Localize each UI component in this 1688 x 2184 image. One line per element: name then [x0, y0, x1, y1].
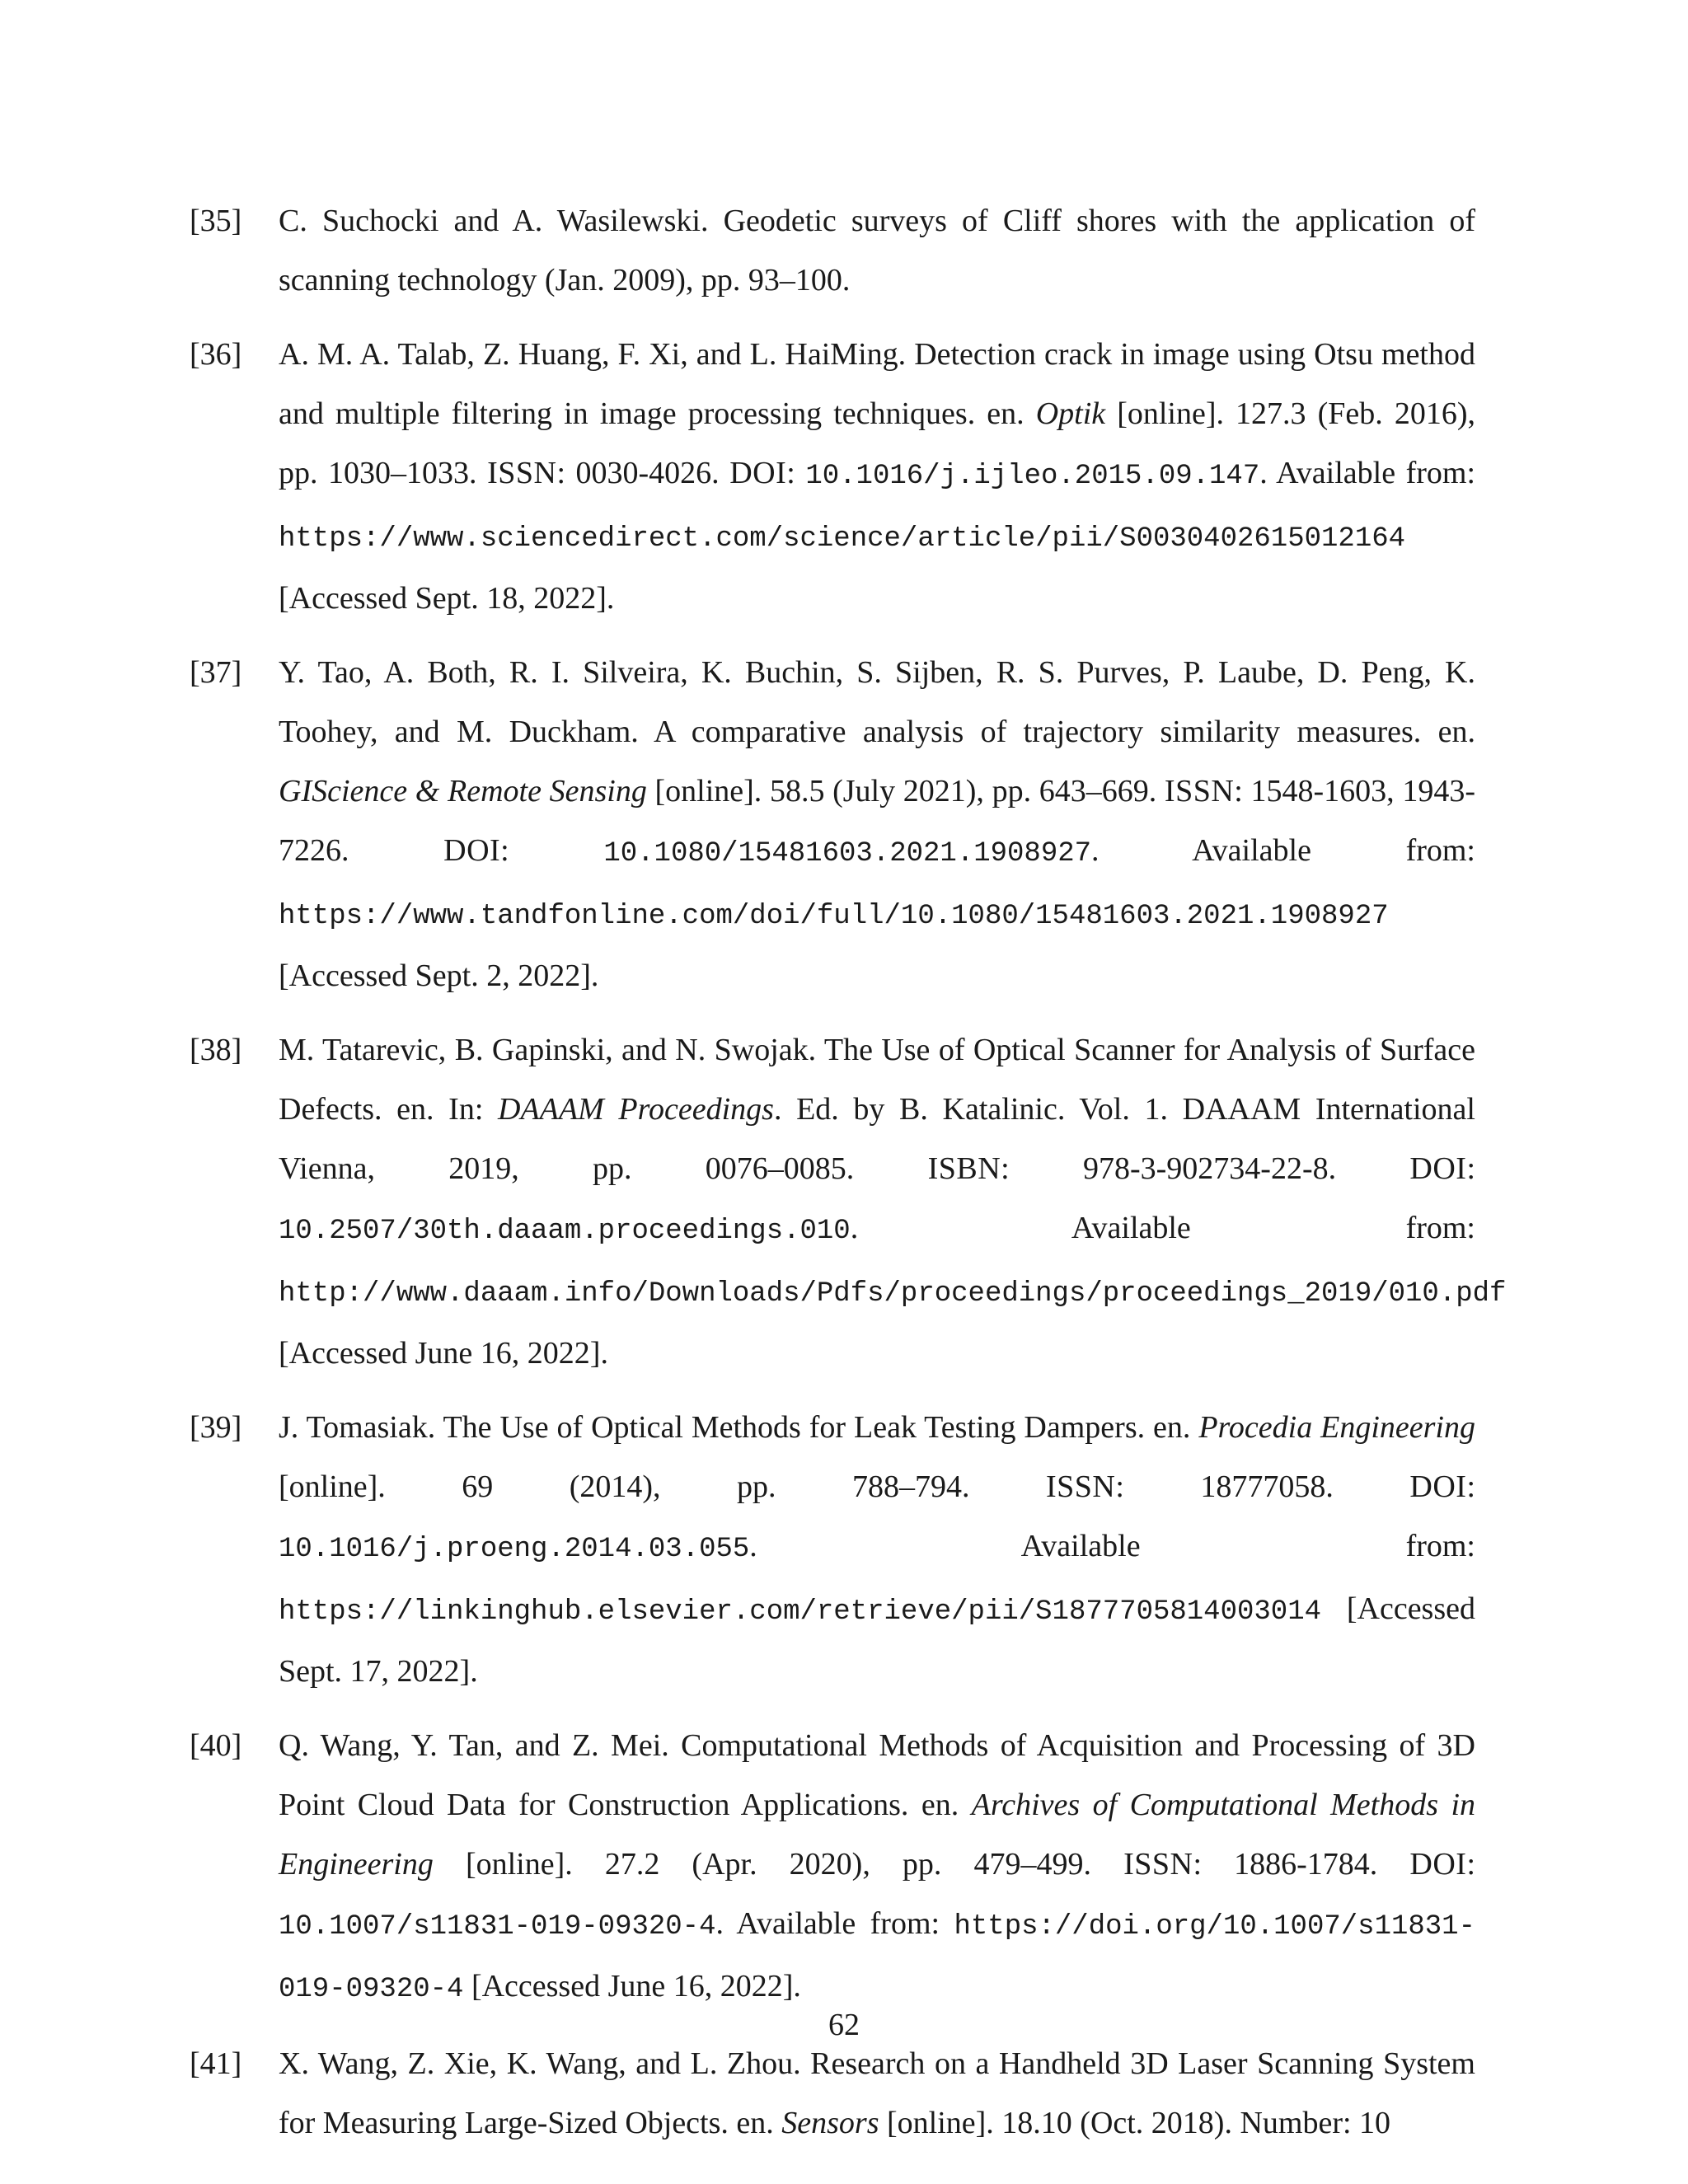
reference-details: [online]. 69 (2014), pp. 788–794. [279, 1469, 1046, 1504]
reference-details: [online]. 127.3 (Feb. 2016), pp. 1030–1033. [279, 396, 1475, 490]
reference-item [190, 2034, 1475, 2153]
accessed-date: [Accessed Sept. 18, 2022]. [279, 581, 615, 616]
reference-url-link[interactable]: https://doi.org/10.1007/s11831-019-09320-4 [279, 1911, 1475, 2005]
reference-issn: : 1548-1603, 1943-7226. [279, 774, 1475, 868]
reference-url-link[interactable]: https://www.sciencedirect.com/science/article/pii/S0030402615012164 [279, 523, 1406, 555]
reference-doi-link[interactable]: 10.1016/j.proeng.2014.03.055 [279, 1534, 750, 1565]
reference-doi-link[interactable]: 10.1016/j.ijleo.2015.09.147 [805, 461, 1260, 492]
reference-item [190, 191, 1475, 310]
reference-journal: GIScience & Remote Sensing [279, 774, 647, 808]
doi-label: DOI [729, 456, 787, 490]
reference-number: [36] [190, 337, 242, 372]
available-from: . Available from: [749, 1529, 1475, 1563]
reference-journal: Sensors [781, 2106, 879, 2140]
doi-separator: : [1466, 1847, 1475, 1882]
reference-item [190, 1020, 1507, 1383]
reference-doi-link[interactable]: 10.1007/s11831-019-09320-4 [279, 1911, 716, 1943]
accessed-date: [Accessed June 16, 2022]. [279, 1336, 608, 1371]
reference-number: [40] [190, 1728, 242, 1763]
page-number: 62 [828, 2008, 860, 2042]
isbn-label: ISBN [927, 1151, 1001, 1186]
issn-label: ISSN [1123, 1847, 1193, 1882]
doi-label: DOI [443, 833, 501, 868]
issn-label: ISSN [487, 456, 557, 490]
reference-issn: : 18777058. [1115, 1469, 1410, 1504]
doi-label: DOI [1409, 1847, 1467, 1882]
reference-item [190, 1716, 1475, 2019]
reference-url-link[interactable]: https://www.tandfonline.com/doi/full/10.1080/15481603.2021.1908927 [279, 901, 1389, 932]
available-from: . Available from: [715, 1906, 954, 1941]
reference-item [190, 1398, 1475, 1701]
reference-text: C. Suchocki and A. Wasilewski. Geodetic surveys of Cliff shores with the application of scanning technology (Jan. 2009), pp. 93–100. [279, 204, 1475, 298]
reference-journal: Optik [1035, 396, 1106, 431]
reference-details: . Ed. by B. Katalinic. Vol. 1. DAAAM International Vienna, 2019, pp. 0076–0085. [279, 1092, 1475, 1186]
reference-authors-title: X. Wang, Z. Xie, K. Wang, and L. Zhou. Research on a Handheld 3D Laser Scanning System for Measuring Large-Sized Objects. en. [279, 2046, 1475, 2140]
reference-number: [35] [190, 204, 242, 238]
reference-doi-link[interactable]: 10.1080/15481603.2021.1908927 [603, 838, 1092, 869]
reference-list [190, 191, 1507, 2168]
reference-journal: Archives of Computational Methods in Engineering [279, 1788, 1475, 1882]
accessed-date: [Accessed Sept. 17, 2022]. [279, 1591, 1475, 1689]
reference-authors-title: Q. Wang, Y. Tan, and Z. Mei. Computational Methods of Acquisition and Processing of 3D Point Cloud Data for Construction Applications. en. [279, 1728, 1475, 1822]
reference-url-link[interactable]: https://linkinghub.elsevier.com/retrieve/pii/S1877705814003014 [279, 1596, 1322, 1628]
reference-details: [online]. 58.5 (July 2021), pp. 643–669. [646, 774, 1165, 808]
doi-label: DOI [1409, 1151, 1467, 1186]
reference-number: [41] [190, 2046, 242, 2081]
reference-details: [online]. 27.2 (Apr. 2020), pp. 479–499. [433, 1847, 1124, 1882]
doi-separator: : [1466, 1151, 1475, 1186]
doi-separator: : [1466, 1469, 1475, 1504]
issn-label: ISSN [1046, 1469, 1116, 1504]
reference-authors-title: J. Tomasiak. The Use of Optical Methods for Leak Testing Dampers. en. [279, 1410, 1199, 1445]
reference-issn: : 1886-1784. [1193, 1847, 1410, 1882]
doi-separator: : [786, 456, 806, 490]
reference-authors-title: M. Tatarevic, B. Gapinski, and N. Swojak. The Use of Optical Scanner for Analysis of Surface Defects. en. In: [279, 1033, 1475, 1127]
reference-journal: Procedia Engineering [1198, 1410, 1475, 1445]
reference-item [190, 643, 1475, 1005]
issn-label: ISSN [1164, 774, 1235, 808]
accessed-date: [Accessed Sept. 2, 2022]. [279, 958, 599, 993]
available-from: . Available from: [1091, 833, 1475, 868]
reference-isbn: : 978-3-902734-22-8. [1001, 1151, 1410, 1186]
reference-number: [37] [190, 655, 242, 690]
reference-issn: : 0030-4026. [556, 456, 730, 490]
reference-number: [39] [190, 1410, 242, 1445]
available-from: . Available from: [850, 1211, 1475, 1245]
reference-authors-title: Y. Tao, A. Both, R. I. Silveira, K. Buchin, S. Sijben, R. S. Purves, P. Laube, D. Peng, K. Toohey, and M. Duckham. A comparative analysis of trajectory similarity measures. en. [279, 655, 1475, 749]
reference-details: [online]. 18.10 (Oct. 2018). Number: 10 [879, 2106, 1391, 2140]
doi-separator: : [500, 833, 604, 868]
reference-journal: DAAAM Proceedings [498, 1092, 774, 1127]
reference-authors-title: A. M. A. Talab, Z. Huang, F. Xi, and L. HaiMing. Detection crack in image using Otsu method and multiple filtering in image processing techniques. en. [279, 337, 1475, 431]
accessed-date: [Accessed June 16, 2022]. [463, 1969, 801, 2004]
reference-url-link[interactable]: http://www.daaam.info/Downloads/Pdfs/proceedings/proceedings_2019/010.pdf [279, 1278, 1507, 1310]
doi-label: DOI [1409, 1469, 1467, 1504]
available-from: . Available from: [1259, 456, 1476, 490]
reference-number: [38] [190, 1033, 242, 1067]
reference-item [190, 325, 1475, 628]
reference-doi-link[interactable]: 10.2507/30th.daaam.proceedings.010 [279, 1216, 851, 1247]
